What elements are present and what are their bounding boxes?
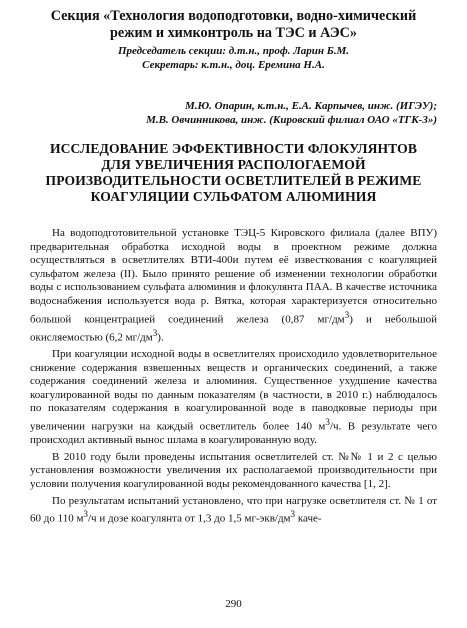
section-header (30, 8, 437, 72)
article-body (30, 227, 437, 527)
paragraph-4-text-b: /ч и дозе коагулянта от 1,3 до 1,5 мг-экв/дм (87, 512, 291, 525)
section-title: Секция «Технология водоподготовки, водно-химический режим и химконтроль на ТЭС и АЭС» (50, 8, 417, 41)
superscript: 3 (344, 309, 350, 320)
paragraph-1-text-b: ) и небольшой окисляемостью (6,2 мг/дм (30, 313, 437, 344)
authors-line-2: М.В. Овчинникова, инж. (Кировский филиал ОАО «ТГК-3») (146, 114, 437, 126)
superscript: 3 (290, 509, 296, 520)
paragraph-2 (30, 348, 437, 448)
paragraph-4-text-c: каче- (295, 512, 322, 525)
paragraph-2-text-b: /ч. В результате чего происходил активный вынос шлама в коагулированную воду. (30, 420, 437, 447)
article-title: ИССЛЕДОВАНИЕ ЭФФЕКТИВНОСТИ ФЛОКУЛЯНТОВ ДЛЯ УВЕЛИЧЕНИЯ РАСПОЛОГАЕМОЙ ПРОИЗВОДИТЕЛЬНОСТИ ОСВЕТЛИТЕЛЕЙ В РЕЖИМЕ КОАГУЛЯЦИИ СУЛЬФАТОМ АЛЮМИНИЯ (45, 141, 422, 204)
paragraph-4-text-a: По результатам испытаний установлено, что при нагрузке осветлителя ст. № 1 от 60 до 110 м (30, 494, 437, 525)
paragraph-1-text-a: На водоподготовительной установке ТЭЦ-5 Кировского филиала (далее ВПУ) предварительная обработка исходной воды в проектном режиме должна осуществляться в осветлителях ВТИ-400и путем её известкования с коагуляцией сульфатом железа (II). Было принято решение об изменении технологии обработки воды с использованием сульфата алюминия и флокулянта ПАА. В качестве источника водоснабжения используется вода р. Вятка, которая характеризуется относительно большой концентрацией соединений железа (0,87 мг/дм (30, 227, 437, 326)
authors-line-1: М.Ю. Опарин, к.т.н., Е.А. Карпычев, инж. (ИГЭУ); (185, 100, 437, 112)
authors-block (30, 99, 437, 127)
page-number: 290 (225, 598, 242, 610)
section-chair: Председатель секции: д.т.н., проф. Ларин Б.М. (117, 45, 350, 57)
section-secretary: Секретарь: к.т.н., доц. Еремина Н.А. (142, 59, 325, 71)
paragraph-3: В 2010 году были проведены испытания осветлителей ст. №№ 1 и 2 с целью установления возможности увеличения их располагаемой производительности при условии получения коагулированной воды рекомендованного качества [1, 2]. (30, 450, 437, 491)
superscript: 3 (325, 417, 330, 428)
paragraph-4 (30, 495, 437, 527)
paragraph-1-text-c: ). (157, 331, 164, 344)
paragraph-1 (30, 227, 437, 345)
superscript: 3 (152, 327, 158, 338)
paragraph-2-text-a: При коагуляции исходной воды в осветлителях происходило удовлетворительное снижение содержания взвешенных веществ и органических соединений, а также содержания соединений железа и алюминия. Существенное ухудшение качества коагулированной воды по данным показателям (в частности, в 2010 г.) наблюдалось по показателям содержания в коагулированной воде в паводковые периоды при увеличении нагрузки на каждый осветлитель более 140 м (30, 348, 437, 433)
superscript: 3 (83, 509, 88, 520)
